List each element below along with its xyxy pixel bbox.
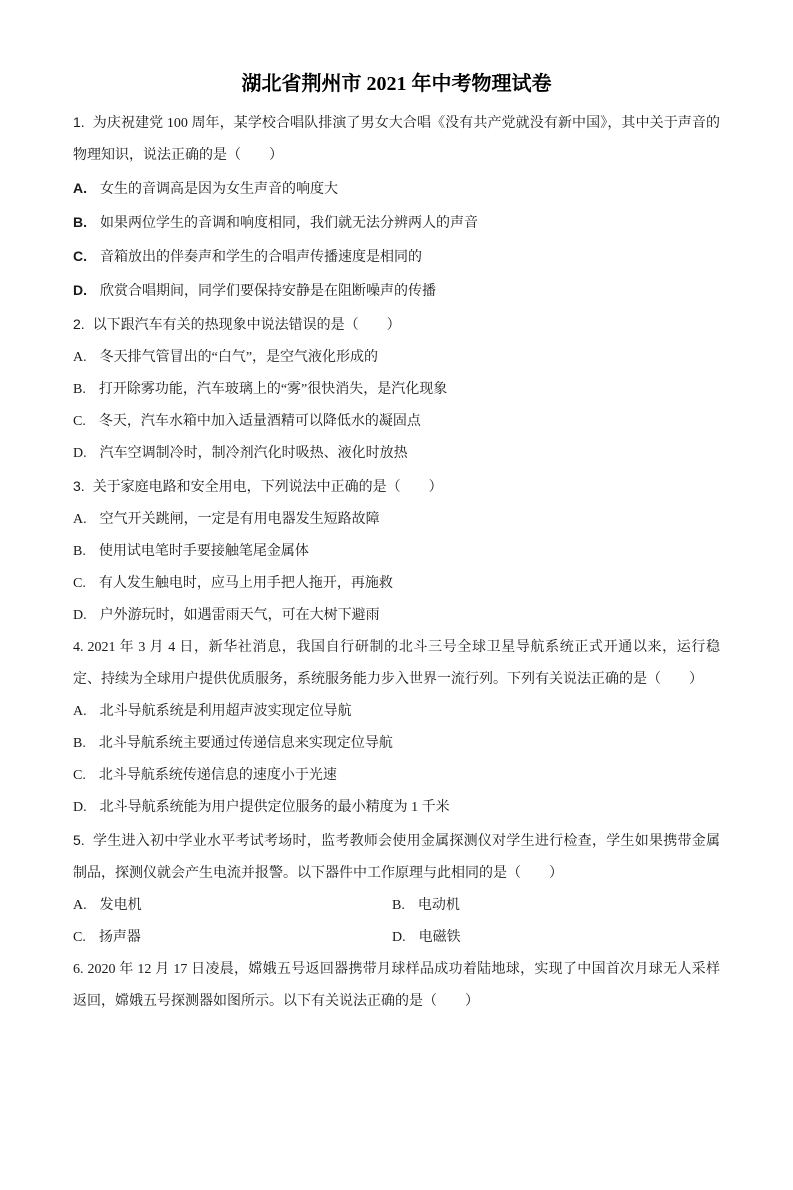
page-title: 湖北省荆州市 2021 年中考物理试卷 (241, 73, 552, 95)
question-stem-text: 2021 年 3 月 4 日，新华社消息，我国自行研制的北斗三号全球卫星导航系统正式开通以来，运行稳定、持续为全球用户提供优质服务，系统服务能力步入世界一流行列。下列有关说法正确的是（ ） (73, 640, 720, 687)
option-label: C. (73, 414, 86, 429)
option-label: A. (73, 350, 87, 365)
option-label: A. (73, 898, 87, 913)
question-4-stem (73, 632, 720, 696)
exam-document-page (0, 68, 793, 1190)
question-1-option-a (73, 172, 720, 206)
question-1-option-c (73, 240, 720, 274)
question-number: 4. (73, 640, 84, 655)
question-3-option-b (73, 536, 720, 568)
question-4-option-b (73, 728, 720, 760)
option-text: 音箱放出的伴奏声和学生的合唱声传播速度是相同的 (100, 250, 422, 265)
option-text: 如果两位学生的音调和响度相同，我们就无法分辨两人的声音 (100, 216, 478, 231)
option-text: 打开除雾功能，汽车玻璃上的“雾”很快消失，是汽化现象 (98, 382, 448, 397)
question-2-stem (73, 308, 720, 342)
option-label: B. (73, 214, 87, 230)
option-text: 欣赏合唱期间，同学们要保持安静是在阻断噪声的传播 (100, 284, 436, 299)
option-text: 冬天排气管冒出的“白气”，是空气液化形成的 (99, 350, 379, 365)
question-6 (73, 954, 720, 1018)
option-label: A. (73, 512, 87, 527)
question-5-stem (73, 824, 720, 890)
question-4-option-a (73, 696, 720, 728)
option-text: 北斗导航系统主要通过传递信息来实现定位导航 (98, 736, 393, 751)
question-1-option-b (73, 206, 720, 240)
option-text: 户外游玩时，如遇雷雨天气，可在大树下避雨 (99, 608, 380, 623)
option-text: 北斗导航系统是利用超声波实现定位导航 (99, 704, 352, 719)
option-text: 使用试电笔时手要接触笔尾金属体 (98, 544, 309, 559)
option-label: D. (73, 446, 87, 461)
question-stem-text: 以下跟汽车有关的热现象中说法错误的是（ ） (92, 318, 401, 333)
question-3 (73, 470, 720, 632)
question-stem-text: 学生进入初中学业水平考试考场时，监考教师会使用金属探测仪对学生进行检查，学生如果携带金属制品，探测仪就会产生电流并报警。以下器件中工作原理与此相同的是（ ） (73, 834, 720, 881)
option-text: 发电机 (99, 898, 142, 913)
option-text: 北斗导航系统传递信息的速度小于光速 (98, 768, 337, 783)
option-text: 有人发生触电时，应马上用手把人拖开，再施救 (98, 576, 393, 591)
question-stem-text: 关于家庭电路和安全用电，下列说法中正确的是（ ） (92, 480, 443, 495)
question-3-stem (73, 470, 720, 504)
question-number: 3. (73, 478, 85, 494)
question-number: 1. (73, 114, 85, 130)
option-label: B. (392, 898, 405, 913)
option-label: A. (73, 180, 87, 196)
question-stem-text: 2020 年 12 月 17 日凌晨，嫦娥五号返回器携带月球样品成功着陆地球，实现了中国首次月球无人采样返回，嫦娥五号探测器如图所示。以下有关说法正确的是（ ） (73, 962, 720, 1009)
option-cell (392, 922, 461, 954)
question-number: 5. (73, 832, 85, 848)
option-cell (73, 922, 392, 954)
option-label: D. (73, 800, 87, 815)
question-1-stem (73, 106, 720, 172)
question-5-options-cd (73, 922, 720, 954)
question-3-option-c (73, 568, 720, 600)
question-3-option-d (73, 600, 720, 632)
question-6-stem (73, 954, 720, 1018)
question-4 (73, 632, 720, 824)
option-text: 电动机 (417, 898, 460, 913)
question-stem-text: 为庆祝建党 100 周年，某学校合唱队排演了男女大合唱《没有共产党就没有新中国》，其中关于声音的物理知识，说法正确的是（ ） (73, 116, 720, 163)
option-text: 电磁铁 (418, 930, 461, 945)
question-number: 2. (73, 316, 85, 332)
option-label: D. (392, 930, 406, 945)
option-text: 女生的音调高是因为女生声音的响度大 (100, 182, 338, 197)
option-label: B. (73, 544, 86, 559)
option-label: C. (73, 576, 86, 591)
option-text: 扬声器 (98, 930, 141, 945)
question-4-option-c (73, 760, 720, 792)
option-label: D. (73, 608, 87, 623)
question-5 (73, 824, 720, 954)
option-label: B. (73, 736, 86, 751)
option-label: B. (73, 382, 86, 397)
question-2-option-b (73, 374, 720, 406)
question-2-option-c (73, 406, 720, 438)
option-text: 汽车空调制冷时，制冷剂汽化时吸热、液化时放热 (99, 446, 408, 461)
option-label: C. (73, 248, 87, 264)
question-3-option-a (73, 504, 720, 536)
option-text: 空气开关跳闸，一定是有用电器发生短路故障 (99, 512, 380, 527)
option-label: C. (73, 768, 86, 783)
option-label: A. (73, 704, 87, 719)
question-number: 6. (73, 962, 84, 977)
question-4-option-d (73, 792, 720, 824)
option-text: 冬天，汽车水箱中加入适量酒精可以降低水的凝固点 (98, 414, 421, 429)
option-label: C. (73, 930, 86, 945)
question-5-options-ab (73, 890, 720, 922)
option-text: 北斗导航系统能为用户提供定位服务的最小精度为 1 千米 (99, 800, 450, 815)
question-2-option-a (73, 342, 720, 374)
option-cell (73, 890, 392, 922)
question-2 (73, 308, 720, 470)
question-1 (73, 106, 720, 308)
option-label: D. (73, 282, 87, 298)
question-1-option-d (73, 274, 720, 308)
question-2-option-d (73, 438, 720, 470)
option-cell (392, 890, 460, 922)
